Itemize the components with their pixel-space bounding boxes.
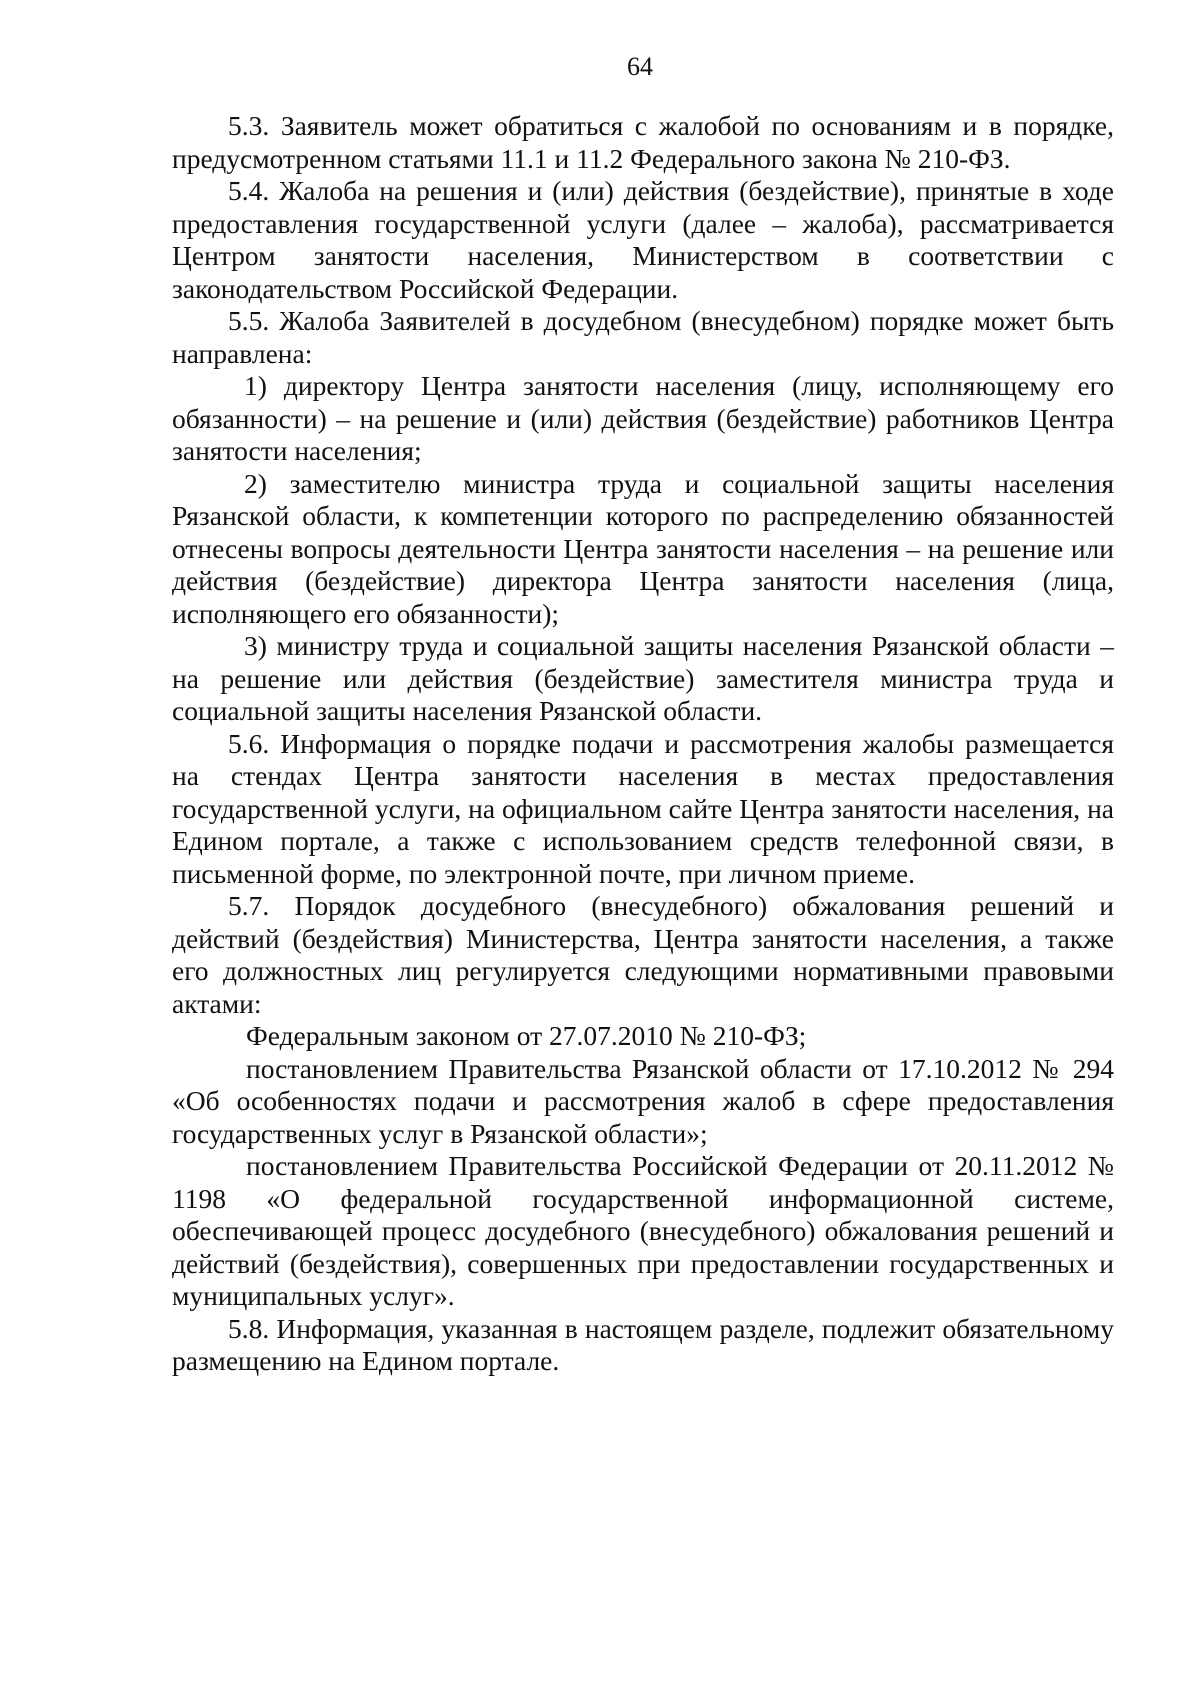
legal-act-ryazan-resolution: постановлением Правительства Рязанской области от 17.10.2012 № 294 «Об особенностях подачи и рассмотрения жалоб в сфере предоставления государственных услуг в Рязанской области»; bbox=[172, 1052, 1114, 1149]
list-item-1: 1) директору Центра занятости населения (лицу, исполняющему его обязанности) – на решение и (или) действия (бездействие) работников Центра занятости населения; bbox=[172, 370, 1114, 466]
paragraph-5-4: 5.4. Жалоба на решения и (или) действия (бездействие), принятые в ходе предоставления государственной услуги (далее – жалоба), рассматривается Центром занятости населения, Министерством в соответствии с законодательством Российской Федерации. bbox=[172, 175, 1114, 304]
legal-act-federal-law: Федеральным законом от 27.07.2010 № 210-ФЗ; bbox=[246, 1020, 807, 1051]
paragraph-5-7: 5.7. Порядок досудебного (внесудебного) обжалования решений и действий (бездействия) Министерства, Центра занятости населения, а также его должностных лиц регулируется следующими нормативными правовыми актами: bbox=[172, 890, 1114, 1019]
list-item-2: 2) заместителю министра труда и социальной защиты населения Рязанской области, к компетенции которого по распределению обязанностей отнесены вопросы деятельности Центра занятости населения – на решение или действия (бездействие) директора Центра занятости населения (лица, исполняющего его обязанности); bbox=[172, 467, 1114, 629]
list-item-3: 3) министру труда и социальной защиты населения Рязанской области – на решение или действия (бездействие) заместителя министра труда и социальной защиты населения Рязанской области. bbox=[172, 630, 1114, 726]
document-body bbox=[172, 110, 1114, 1378]
page-number: 64 bbox=[627, 52, 653, 81]
paragraph-5-6: 5.6. Информация о порядке подачи и рассмотрения жалобы размещается на стендах Центра занятости населения в местах предоставления государственной услуги, на официальном сайте Центра занятости населения, на Едином портале, а также с использованием средств телефонной связи, в письменной форме, по электронной почте, при личном приеме. bbox=[172, 727, 1114, 889]
paragraph-5-8: 5.8. Информация, указанная в настоящем разделе, подлежит обязательному размещению на Едином портале. bbox=[172, 1312, 1114, 1376]
legal-act-federal-resolution: постановлением Правительства Российской Федерации от 20.11.2012 № 1198 «О федеральной государственной информационной системе, обеспечивающей процесс досудебного (внесудебного) обжалования решений и действий (бездействия), совершенных при предоставлении государственных и муниципальных услуг». bbox=[172, 1150, 1114, 1311]
paragraph-5-3: 5.3. Заявитель может обратиться с жалобой по основаниям и в порядке, предусмотренном статьями 11.1 и 11.2 Федерального закона № 210-ФЗ. bbox=[172, 110, 1114, 174]
paragraph-5-5: 5.5. Жалоба Заявителей в досудебном (внесудебном) порядке может быть направлена: bbox=[172, 305, 1114, 369]
